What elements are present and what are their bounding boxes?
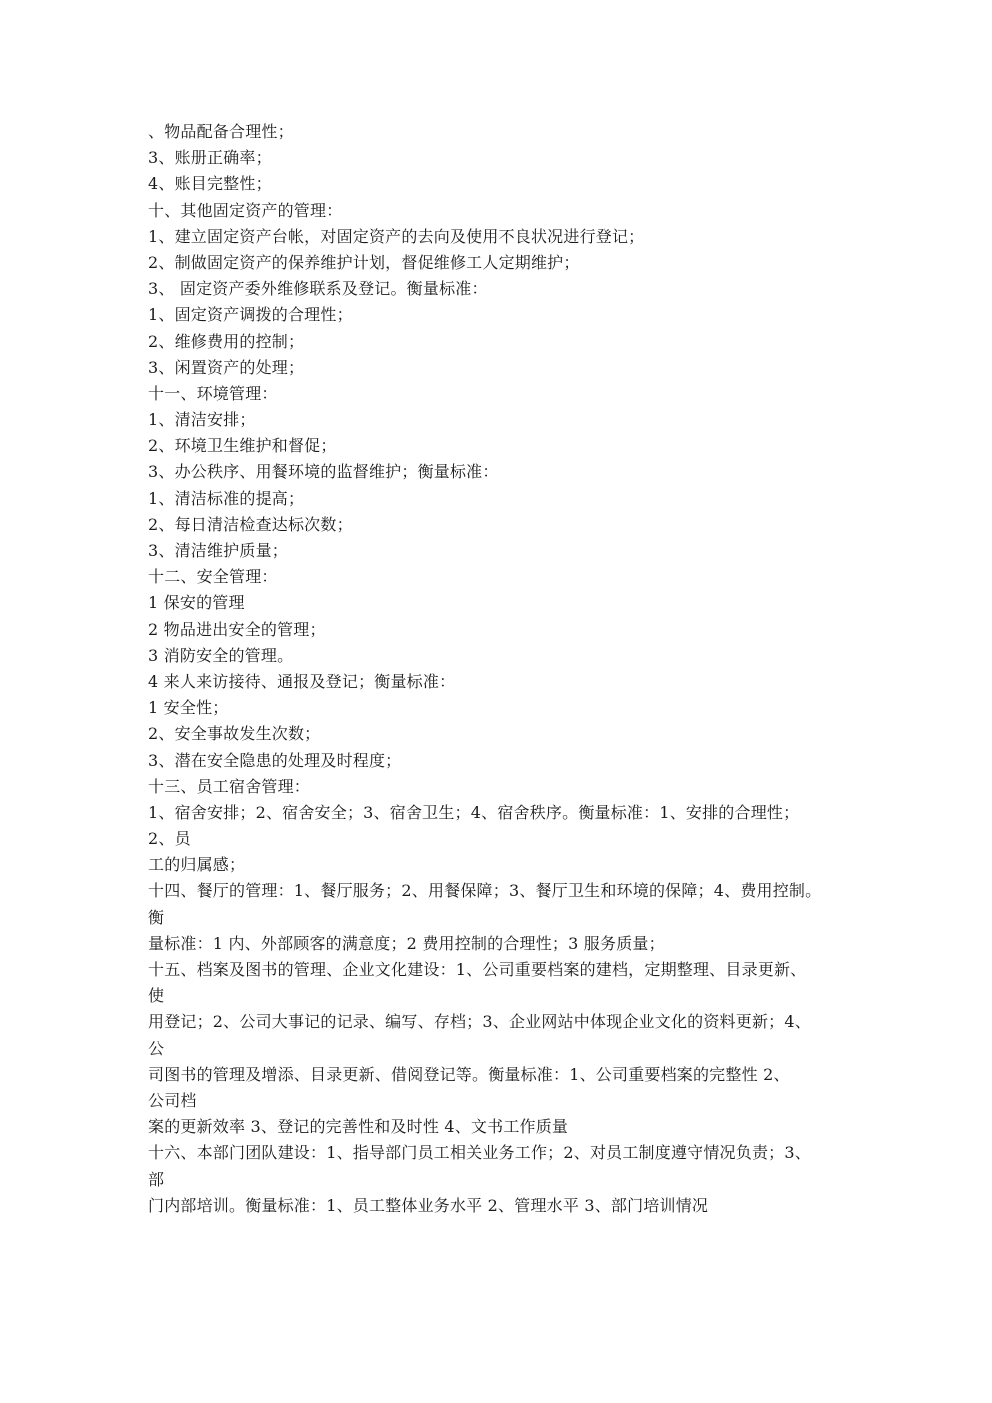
text-line: 案的更新效率 3、登记的完善性和及时性 4、文书工作质量 [148,1117,569,1137]
text-line: 衡 [148,907,165,927]
text-line: 工的归属感； [148,855,246,875]
text-line: 3、 固定资产委外维修联系及登记。衡量标准： [148,279,488,299]
text-line: 量标准：1 内、外部顾客的满意度；2 费用控制的合理性；3 服务质量； [148,933,665,953]
section-heading: 十二、安全管理： [148,567,278,587]
text-line: 2、制做固定资产的保养维护计划，督促维修工人定期维护； [148,252,580,272]
text-line: 1、固定资产调拨的合理性； [148,305,353,325]
text-line: 1、清洁标准的提高； [148,488,305,508]
section-heading: 十六、本部门团队建设：1、指导部门员工相关业务工作；2、对员工制度遵守情况负责；3、 [148,1143,811,1163]
text-line: 2、安全事故发生次数； [148,724,321,744]
text-line: 2、维修费用的控制； [148,331,305,351]
text-line: 3、潜在安全隐患的处理及时程度； [148,750,402,770]
text-line: 门内部培训。衡量标准：1、员工整体业务水平 2、管理水平 3、部门培训情况 [148,1195,709,1215]
text-line: 2、环境卫生维护和督促； [148,436,337,456]
text-line: 使 [148,986,165,1006]
text-line: 2、员 [148,829,191,849]
text-line: 1、宿舍安排；2、宿舍安全；3、宿舍卫生；4、宿舍秩序。衡量标准：1、安排的合理性； [148,802,800,822]
text-line: 、物品配备合理性； [148,122,294,141]
text-line: 公司档 [148,1090,197,1110]
text-line: 3、账册正确率； [148,148,272,168]
text-line: 1、建立固定资产台帐，对固定资产的去向及使用不良状况进行登记； [148,226,645,246]
text-line: 4 来人来访接待、通报及登记；衡量标准： [148,671,456,691]
text-line: 2、每日清洁检查达标次数； [148,514,353,534]
text-line: 2 物品进出安全的管理； [148,619,326,639]
text-line: 1 保安的管理 [148,593,245,613]
document-body [148,119,858,1219]
text-line: 3、闲置资产的处理； [148,357,305,377]
section-heading: 十五、档案及图书的管理、企业文化建设：1、公司重要档案的建档，定期整理、目录更新、 [148,960,807,979]
text-line: 3、办公秩序、用餐环境的监督维护；衡量标准： [148,462,499,482]
text-line: 部 [148,1169,165,1189]
text-line: 公 [148,1038,165,1058]
text-line: 3 消防安全的管理。 [148,645,294,665]
text-line: 4、账目完整性； [148,174,272,194]
text-line: 3、清洁维护质量； [148,541,288,560]
section-heading: 十、其他固定资产的管理： [148,200,343,220]
section-heading: 十四、餐厅的管理：1、餐厅服务；2、用餐保障；3、餐厅卫生和环境的保障；4、费用控制。 [148,881,822,901]
text-line: 1 安全性； [148,698,229,718]
text-line: 1、清洁安排； [148,410,256,430]
section-heading: 十三、员工宿舍管理： [148,776,311,796]
text-line: 司图书的管理及增添、目录更新、借阅登记等。衡量标准：1、公司重要档案的完整性 2、 [148,1064,790,1084]
text-line: 用登记；2、公司大事记的记录、编写、存档；3、企业网站中体现企业文化的资料更新；4、 [148,1012,811,1032]
section-heading: 十一、环境管理： [148,383,278,403]
